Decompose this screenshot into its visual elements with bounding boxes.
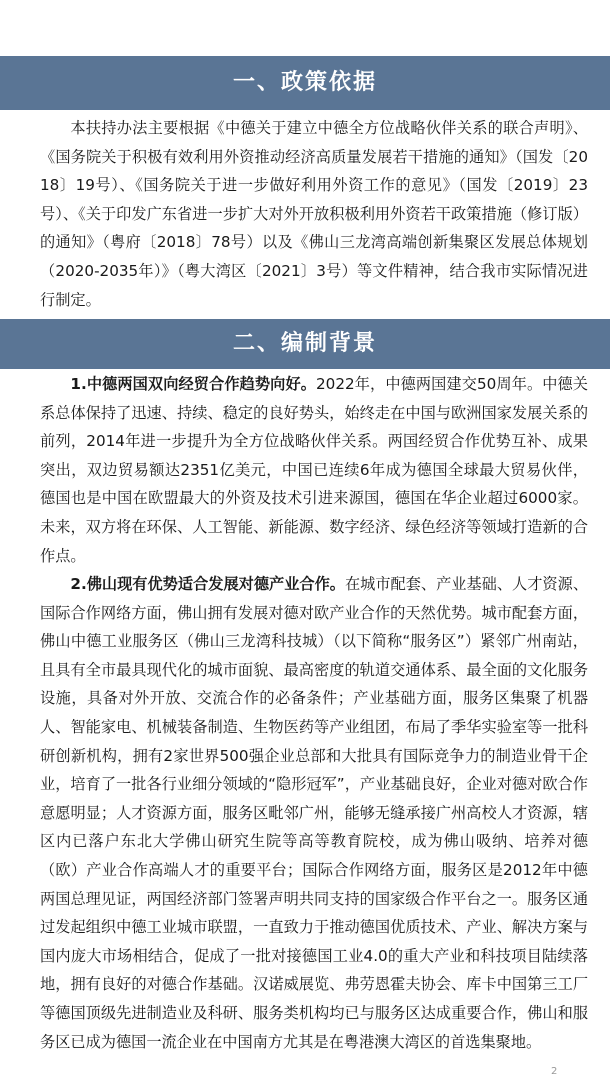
paragraph-body: 在城市配套、产业基础、人才资源、国际合作网络方面，佛山拥有发展对德对欧产业合作的天然优势。城市配套方面，佛山中德工业服务区（佛山三龙湾科技城）（以下简称“服务区”）紧邻广州南站，且具有全市最具现代化的城市面貌、最高密度的轨道交通体系、最全面的文化服务设施，具备对外开放、交流合作的必备条件；产业基础方面，服务区集聚了机器人、智能家电、机械装备制造、生物医药等产业组团，布局了季华实验室等一批科研创新机构，拥有2家世界500强企业总部和大批具有国际竞争力的制造业骨干企业，培育了一批各行业细分领域的“隐形冠军”，产业基础良好，企业对德对欧合作意愿明显；人才资源方面，服务区毗邻广州，能够无缝承接广州高校人才资源，辖区内已落户东北大学佛山研究生院等高等教育院校，成为佛山吸纳、培养对德（欧）产业合作高端人才的重要平台；国际合作网络方面，服务区是2012年中德两国总理见证，两国经济部门签署声明共同支持的国家级合作平台之一。服务区通过发起组织中德工业城市联盟，一直致力于推动德国优质技术、产业、解决方案与国内庞大市场相结合，促成了一批对接德国工业4.0的重大产业和科技项目陆续落地，拥有良好的对德合作基础。汉诺威展览、弗劳恩霍夫协会、库卡中国第三工厂等德国顶级先进制造业及科研、服务类机构均已与服务区达成重要合作，佛山和服务区已成为德国一流企业在中国南方尤其是在粤港澳大湾区的首选集聚地。 [40,575,589,1051]
paragraph-lead-heading: 2.佛山现有优势适合发展对德产业合作。 [70,575,345,593]
paragraph-body: 2022年，中德两国建交50周年。中德关系总体保持了迅速、持续、稳定的良好势头，始终走在中国与欧洲国家发展关系的前列，2014年进一步提升为全方位战略伙伴关系。两国经贸合作优势互补、成果突出，双边贸易额达2351亿美元，中国已连续6年成为德国全球最大贸易伙伴，德国也是中国在欧盟最大的外资及技术引进来源国，德国在华企业超过6000家。未来，双方将在环保、人工智能、新能源、数字经济、绿色经济等领域打造新的合作点。 [40,375,588,565]
paragraph-lead-heading: 1.中德两国双向经贸合作趋势向好。 [70,375,317,393]
policy-basis-paragraph [40,114,588,314]
section-heading-policy-basis: 一、政策依据 [0,56,610,110]
background-paragraph-2 [40,570,588,1056]
page-number: 2 [551,1066,558,1077]
background-paragraph-1 [40,370,588,570]
paragraph-body: 本扶持办法主要根据《中德关于建立中德全方位战略伙伴关系的联合声明》、《国务院关于积极有效利用外资推动经济高质量发展若干措施的通知》（国发〔2018〕19号）、《国务院关于进一步做好利用外资工作的意见》（国发〔2019〕23号）、《关于印发广东省进一步扩大对外开放积极利用外资若干政策措施（修订版）的通知》（粤府〔2018〕78号）以及《佛山三龙湾高端创新集聚区发展总体规划（2020-2035年）》（粤大湾区〔2021〕3号）等文件精神，结合我市实际情况进行制定。 [40,119,588,309]
section-heading-background: 二、编制背景 [0,319,610,369]
